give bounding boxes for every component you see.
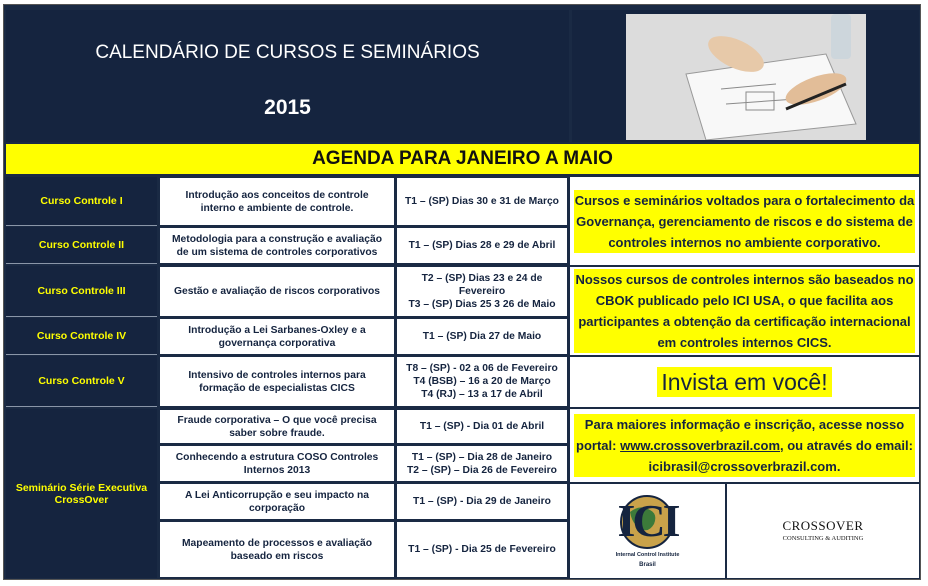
seminar-label: Seminário Série Executiva CrossOver <box>6 409 157 578</box>
course-label-2: Curso Controle II <box>6 227 157 264</box>
ici-logo-box <box>570 484 725 578</box>
seminar-description-2: Conhecendo a estrutura COSO Controles Internos 2013 <box>159 445 395 482</box>
business-meeting-photo <box>626 14 866 140</box>
course-description-4: Introdução a Lei Sarbanes-Oxley e a governança corporativa <box>159 318 395 355</box>
seminar-description-3: A Lei Anticorrupção e seu impacto na corporação <box>159 483 395 520</box>
course-date-line: T1 – (SP) Dia 27 de Maio <box>422 331 542 342</box>
seminar-description-1: Fraude corporativa – O que você precisa saber sobre fraude. <box>159 409 395 444</box>
contact-suffix: . <box>836 459 841 474</box>
info-text-cbok: Nossos cursos de controles internos são baseados no CBOK publicado pelo ICI USA, o que facilita aos participantes a obtenção da certificação internacional em controles internos CICS. <box>574 269 915 353</box>
course-date-line: T1 – (SP) Dias 30 e 31 de Março <box>405 196 559 207</box>
seminar-dates-4 <box>396 521 568 578</box>
contact-block <box>570 409 919 482</box>
agenda-banner: AGENDA PARA JANEIRO A MAIO <box>6 144 919 174</box>
seminar-dates-1 <box>396 409 568 444</box>
crossover-subtitle: CONSULTING & AUDITING <box>782 535 864 542</box>
course-dates-1 <box>396 177 568 226</box>
ici-mark: ICI <box>617 495 678 546</box>
slogan-block <box>570 357 919 407</box>
seminar-date-line: T2 – (SP) – Dia 26 de Fevereiro <box>407 464 557 476</box>
course-label-3: Curso Controle III <box>6 266 157 317</box>
seminar-date-line: T1 – (SP) - Dia 25 de Fevereiro <box>408 544 556 555</box>
page-year: 2015 <box>264 96 311 119</box>
info-block-cbok <box>570 267 919 355</box>
course-date-line: T4 (RJ) – 13 a 17 de Abril <box>421 389 543 400</box>
course-dates-5 <box>396 356 568 407</box>
contact-text <box>574 414 915 477</box>
course-label-5: Curso Controle V <box>6 356 157 407</box>
crossover-name: CROSSOVER <box>782 518 864 533</box>
course-description-1: Introdução aos conceitos de controle interno e ambiente de controle. <box>159 177 395 226</box>
info-block-governance <box>570 177 919 265</box>
course-date-line: T8 – (SP) - 02 a 06 de Fevereiro <box>406 363 558 374</box>
contact-prefix: Para maiores informação e inscrição, acesse nosso portal: <box>576 417 905 453</box>
crossover-logo-box <box>727 484 919 578</box>
page-title: CALENDÁRIO DE CURSOS E SEMINÁRIOS <box>95 42 480 63</box>
seminar-date-line: T1 – (SP) – Dia 28 de Janeiro <box>411 451 553 463</box>
info-text-governance: Cursos e seminários voltados para o fortalecimento da Governança, gerenciamento de riscos e do sistema de controles internos no ambiente corporativo. <box>574 190 915 253</box>
course-date-line: T2 – (SP) Dias 23 e 24 de Fevereiro <box>421 273 543 297</box>
course-date-line: T1 – (SP) Dias 28 e 29 de Abril <box>408 240 556 251</box>
course-description-3: Gestão e avaliação de riscos corporativos <box>159 266 395 317</box>
course-date-line: T3 – (SP) Dias 25 3 26 de Maio <box>408 299 556 310</box>
contact-email[interactable]: icibrasil@crossoverbrazil.com <box>648 459 837 474</box>
contact-middle: , ou através do email: <box>780 438 913 453</box>
course-description-2: Metodologia para a construção e avaliação de um sistema de controles corporativos <box>159 227 395 264</box>
course-date-line: T4 (BSB) – 16 a 20 de Março <box>413 376 551 387</box>
portal-link[interactable]: www.crossoverbrazil.com <box>620 438 781 453</box>
header-panel <box>6 10 569 142</box>
seminar-date-line: T1 – (SP) - Dia 29 de Janeiro <box>413 496 551 507</box>
course-label-1: Curso Controle I <box>6 177 157 226</box>
seminar-dates-2 <box>396 445 568 482</box>
course-dates-2 <box>396 227 568 264</box>
course-description-5: Intensivo de controles internos para formação de especialistas CICS <box>159 356 395 407</box>
course-dates-4 <box>396 318 568 355</box>
seminar-date-line: T1 – (SP) - Dia 01 de Abril <box>419 421 545 432</box>
course-dates-3 <box>396 266 568 317</box>
slogan-text: Invista em você! <box>657 367 831 397</box>
seminar-description-4: Mapeamento de processos e avaliação baseado em riscos <box>159 521 395 578</box>
course-label-4: Curso Controle IV <box>6 318 157 355</box>
seminar-dates-3 <box>396 483 568 520</box>
ici-subtitle: Internal Control Institute <box>615 552 680 558</box>
ici-country: Brasil <box>639 562 656 568</box>
